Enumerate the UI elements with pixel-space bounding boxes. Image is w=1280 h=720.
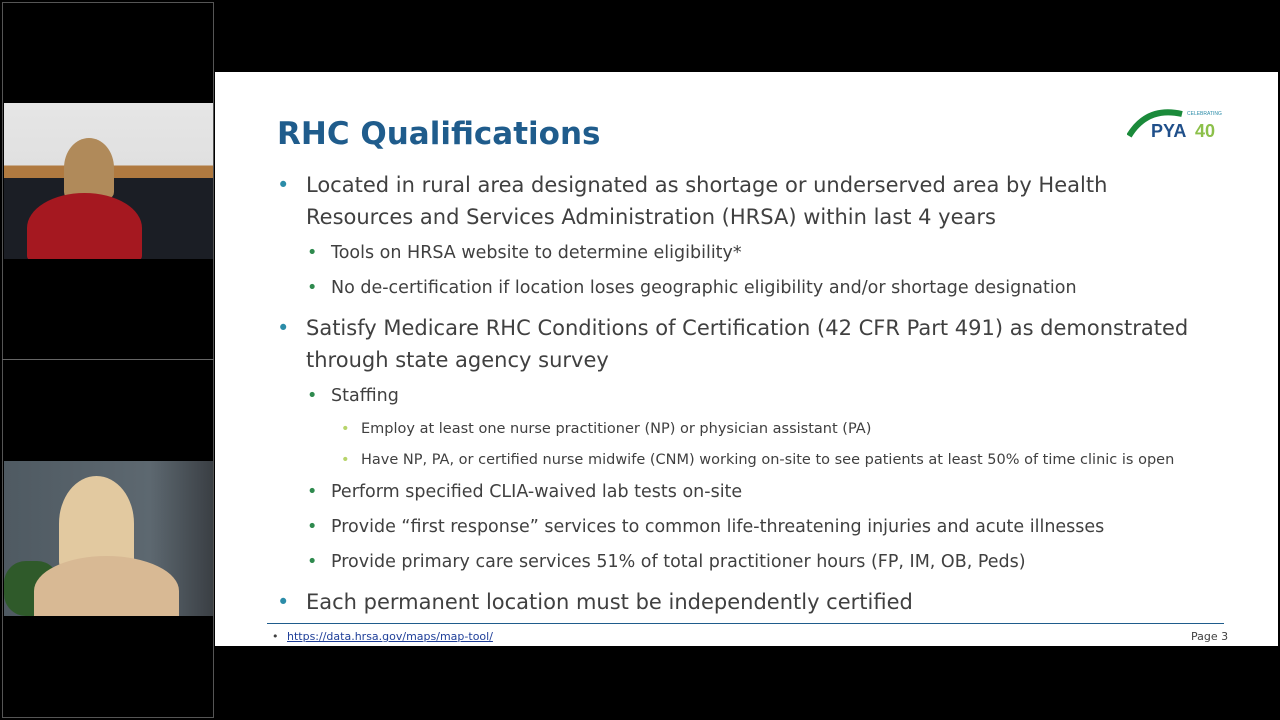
bullet: • Located in rural area designated as shortage or underserved area by Health [306,169,1107,201]
bullet-continuation [306,344,609,376]
bullet: • Satisfy Medicare RHC Conditions of Certification (42 CFR Part 491) as demonstrated [306,312,1188,344]
sub-bullet: • Provide “first response” services to common life-threatening injuries and acute illnesses [331,517,1104,537]
bullet: • Each permanent location must be independently certified [306,586,913,618]
svg-text:CELEBRATING: CELEBRATING [1187,111,1222,117]
sub-bullet: • Provide primary care services 51% of total practitioner hours (FP, IM, OB, Peds) [331,552,1026,572]
svg-text:40: 40 [1195,121,1216,141]
panel-divider [2,359,214,360]
svg-text:PYA: PYA [1151,121,1187,141]
participant-video-2[interactable] [4,461,213,616]
participant-video-1[interactable] [4,103,213,259]
hrsa-map-tool-link[interactable]: https://data.hrsa.gov/maps/map-tool/ [287,630,493,643]
participant-head [64,138,114,198]
presentation-slide [215,72,1278,646]
sub-sub-bullet: • Employ at least one nurse practitioner (NP) or physician assistant (PA) [361,421,871,437]
pya-logo [1127,106,1237,142]
footer-rule [267,623,1224,624]
slide-title: RHC Qualifications [277,116,601,152]
page-number: Page 3 [1191,630,1229,643]
sub-bullet: • Tools on HRSA website to determine eligibility* [331,243,742,263]
sub-sub-bullet: • Have NP, PA, or certified nurse midwife (CNM) working on-site to see patients at least 50% of time clinic is open [361,452,1174,468]
participant-body [27,193,142,259]
bullet-text: through state agency survey [306,348,609,372]
participant-body [34,556,179,616]
bullet-text: Resources and Services Administration (HRSA) within last 4 years [306,205,996,229]
sub-bullet: • No de-certification if location loses geographic eligibility and/or shortage designation [331,278,1077,298]
bullet-continuation [306,201,996,233]
footnote-bullet: • [272,630,279,643]
sub-bullet: • Staffing [331,386,399,406]
sub-bullet: • Perform specified CLIA-waived lab tests on-site [331,482,742,502]
